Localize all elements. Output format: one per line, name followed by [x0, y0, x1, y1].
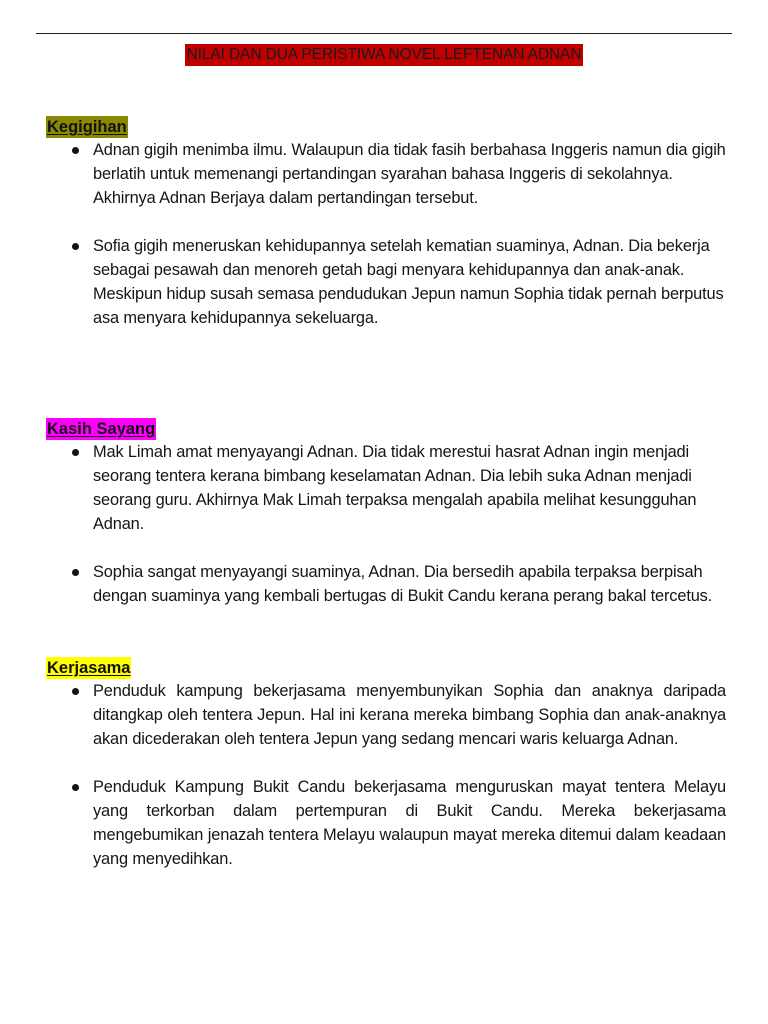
- list-item-text: Penduduk kampung bekerjasama menyembunyikan Sophia dan anaknya daripada ditangkap oleh tentera Jepun. Hal ini kerana mereka bimbang Sophia dan anak-anaknya akan dicederakan oleh tentera Jepun yang sedang mencari waris keluarga Adnan.: [93, 682, 726, 748]
- document-title-container: [0, 44, 768, 66]
- bullet-icon: [72, 688, 79, 695]
- section-kerjasama: [46, 657, 726, 871]
- bullet-icon: [72, 784, 79, 791]
- list-item-text: Sofia gigih meneruskan kehidupannya setelah kematian suaminya, Adnan. Dia bekerja sebagai pesawah dan menoreh getah bagi menyara kehidupannya dan anak-anak. Meskipun hidup susah semasa pendudukan Jepun namun Sophia tidak pernah berputus asa menyara kehidupannya sekeluarga.: [93, 237, 724, 327]
- bullet-icon: [72, 449, 79, 456]
- bullet-icon: [72, 243, 79, 250]
- bullet-list-kegigihan: [46, 138, 726, 330]
- top-horizontal-rule: [36, 33, 732, 34]
- section-heading-kegigihan: Kegigihan: [47, 118, 127, 136]
- list-item-text: Adnan gigih menimba ilmu. Walaupun dia tidak fasih berbahasa Inggeris namun dia gigih berlatih untuk memenangi pertandingan syarahan bahasa Inggeris di sekolahnya. Akhirnya Adnan Berjaya dalam pertandingan tersebut.: [93, 141, 726, 207]
- bullet-icon: [72, 569, 79, 576]
- list-item-text: Penduduk Kampung Bukit Candu bekerjasama menguruskan mayat tentera Melayu yang terkorban dalam pertempuran di Bukit Candu. Mereka bekerjasama mengebumikan jenazah tentera Melayu walaupun mayat mereka ditemui dalam keadaan yang menyedihkan.: [93, 778, 726, 868]
- list-item-text: Sophia sangat menyayangi suaminya, Adnan. Dia bersedih apabila terpaksa berpisah dengan suaminya yang kembali bertugas di Bukit Candu kerana perang bakal tercetus.: [93, 563, 713, 605]
- list-item: [46, 560, 726, 608]
- section-heading-kasih-sayang: Kasih Sayang: [47, 420, 156, 438]
- bullet-list-kasih-sayang: [46, 440, 726, 608]
- list-item: [46, 775, 726, 871]
- list-item: [46, 138, 726, 210]
- list-item: [46, 440, 726, 536]
- section-heading-kerjasama: Kerjasama: [47, 659, 131, 677]
- list-item: [46, 679, 726, 751]
- document-title: NILAI DAN DUA PERISTIWA NOVEL LEFTENAN ADNAN: [185, 44, 584, 66]
- list-item: [46, 234, 726, 330]
- list-item-text: Mak Limah amat menyayangi Adnan. Dia tidak merestui hasrat Adnan ingin menjadi seorang tentera kerana bimbang keselamatan Adnan. Dia lebih suka Adnan menjadi seorang guru. Akhirnya Mak Limah terpaksa mengalah apabila melihat kesungguhan Adnan.: [93, 443, 697, 533]
- section-kegigihan: [46, 116, 726, 330]
- section-kasih-sayang: [46, 418, 726, 608]
- bullet-list-kerjasama: [46, 679, 726, 871]
- bullet-icon: [72, 147, 79, 154]
